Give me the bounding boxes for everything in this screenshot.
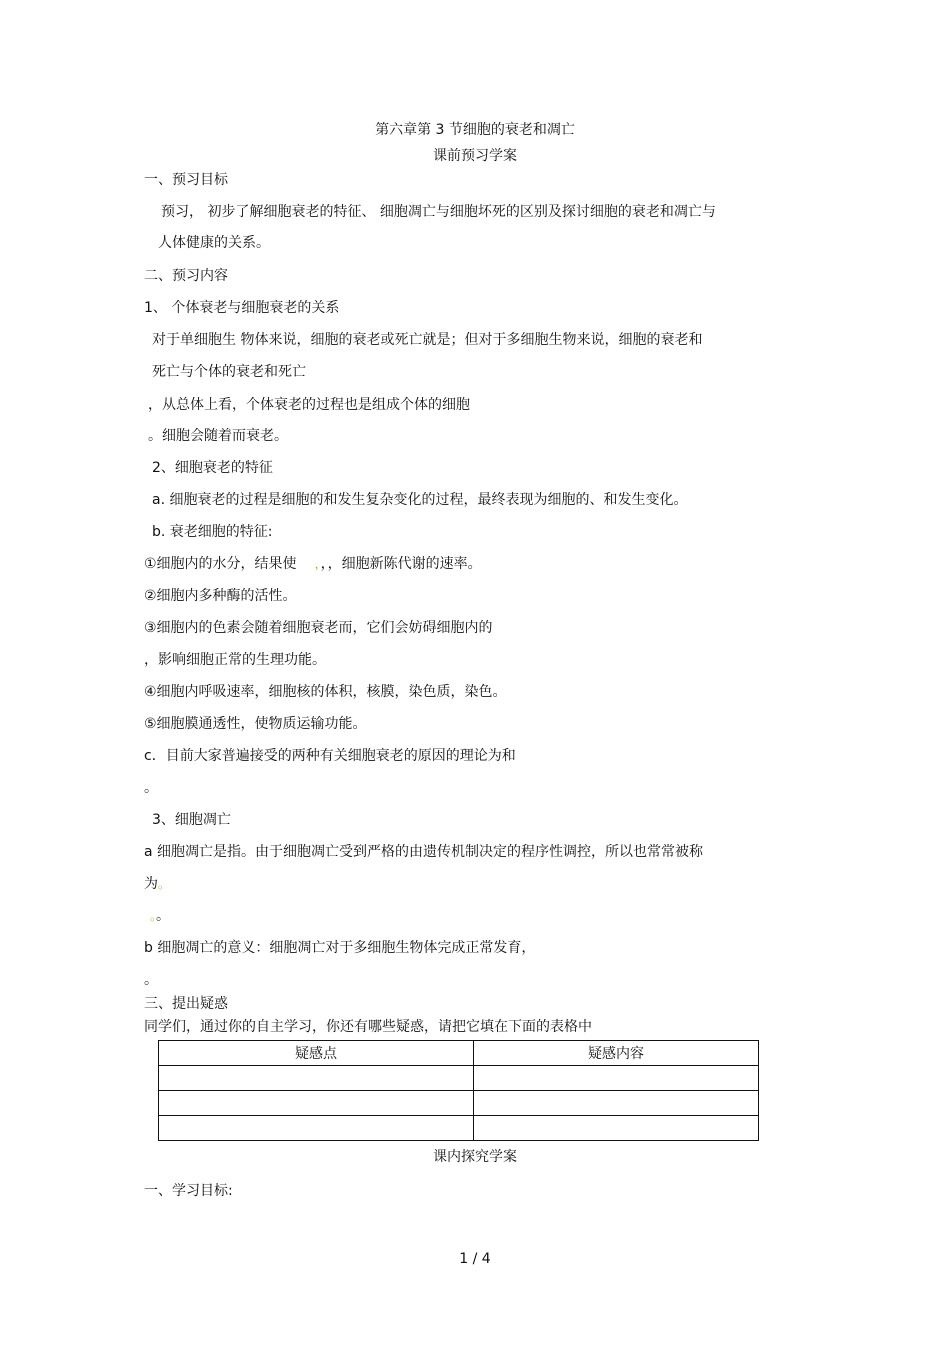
subheading-apoptosis: 3、细胞凋亡 (152, 812, 231, 828)
section-heading-preview-content: 二、预习内容 (144, 268, 228, 284)
table-header-row (159, 1041, 759, 1066)
table-cell (474, 1116, 759, 1141)
feature-item-4: ④细胞内呼吸速率，细胞核的体积，核膜，染色质，染色。 (144, 684, 507, 700)
feature-text: ，，细胞新陈代谢的速率。 (320, 556, 482, 572)
table-row (159, 1066, 759, 1091)
table-cell (159, 1091, 474, 1116)
stray-mark: 。 (150, 909, 157, 923)
paragraph-line: 死亡与个体的衰老和死亡 (152, 364, 306, 380)
feature-item-5: ⑤细胞膜通透性，使物质运输功能。 (144, 716, 367, 732)
paragraph-line (144, 874, 170, 894)
table-header-cell: 疑感内容 (474, 1041, 759, 1066)
paragraph-line: a 细胞凋亡是指。由于细胞凋亡受到严格的由遗传机制决定的程序性调控，所以也常常被称 (144, 844, 704, 860)
subheading-aging-features: 2、细胞衰老的特征 (152, 460, 273, 476)
paragraph-line: 同学们，通过你的自主学习，你还有哪些疑惑，请把它填在下面的表格中 (144, 1019, 592, 1035)
paragraph-line: 预习， 初步了解细胞衰老的特征、 细胞凋亡与细胞坏死的区别及探讨细胞的衰老和凋亡与 (161, 204, 716, 220)
section-heading-learning-goals: 一、学习目标: (144, 1183, 233, 1199)
paragraph-text: 。 (156, 908, 171, 924)
table-row (159, 1116, 759, 1141)
table-cell (474, 1091, 759, 1116)
page-number: 1 / 4 (459, 1251, 491, 1267)
table-header-cell: 疑感点 (159, 1041, 474, 1066)
document-subtitle: 课前预习学案 (433, 148, 517, 164)
document-title: 第六章第 3 节细胞的衰老和凋亡 (375, 122, 575, 138)
table-cell (159, 1116, 474, 1141)
paragraph-line: 对于单细胞生 物体来说，细胞的衰老或死亡就是；但对于多细胞生物来说，细胞的衰老和 (152, 332, 703, 348)
paragraph-line: b 细胞凋亡的意义：细胞凋亡对于多细胞生物体完成正常发育， (144, 940, 536, 956)
paragraph-line: 人体健康的关系。 (158, 235, 270, 251)
stray-mark: ， (314, 557, 321, 571)
stray-mark: 。 (158, 877, 171, 891)
subheading-aging-relation: 1、 个体衰老与细胞衰老的关系 (144, 300, 340, 316)
table-cell (159, 1066, 474, 1091)
feature-item-3-cont: ，影响细胞正常的生理功能。 (144, 652, 326, 668)
paragraph-text: 为 (144, 876, 158, 892)
doubt-table (158, 1040, 759, 1141)
table-cell (474, 1066, 759, 1091)
paragraph-line: c．目前大家普遍接受的两种有关细胞衰老的原因的理论为和 (144, 748, 516, 764)
feature-item-3: ③细胞内的色素会随着细胞衰老而，它们会妨碍细胞内的 (144, 620, 493, 636)
paragraph-line: 。 (144, 972, 158, 988)
table-row (159, 1091, 759, 1116)
paragraph-line: a. 细胞衰老的过程是细胞的和发生复杂变化的过程，最终表现为细胞的、和发生变化。 (152, 492, 688, 508)
section-heading-questions: 三、提出疑惑 (144, 996, 228, 1012)
paragraph-line: b. 衰老细胞的特征: (152, 524, 273, 540)
paragraph-line: ，从总体上看，个体衰老的过程也是组成个体的细胞 (148, 397, 470, 413)
section-heading-preview-goals: 一、预习目标 (144, 172, 228, 188)
paragraph-line (150, 906, 170, 926)
feature-item-1 (144, 554, 482, 574)
paragraph-line: 。 (144, 780, 158, 796)
feature-item-2: ②细胞内多种酶的活性。 (144, 588, 297, 604)
paragraph-line: 。细胞会随着而衰老。 (148, 428, 288, 444)
feature-text: ①细胞内的水分，结果使 (144, 556, 297, 572)
section-subtitle: 课内探究学案 (433, 1149, 517, 1165)
